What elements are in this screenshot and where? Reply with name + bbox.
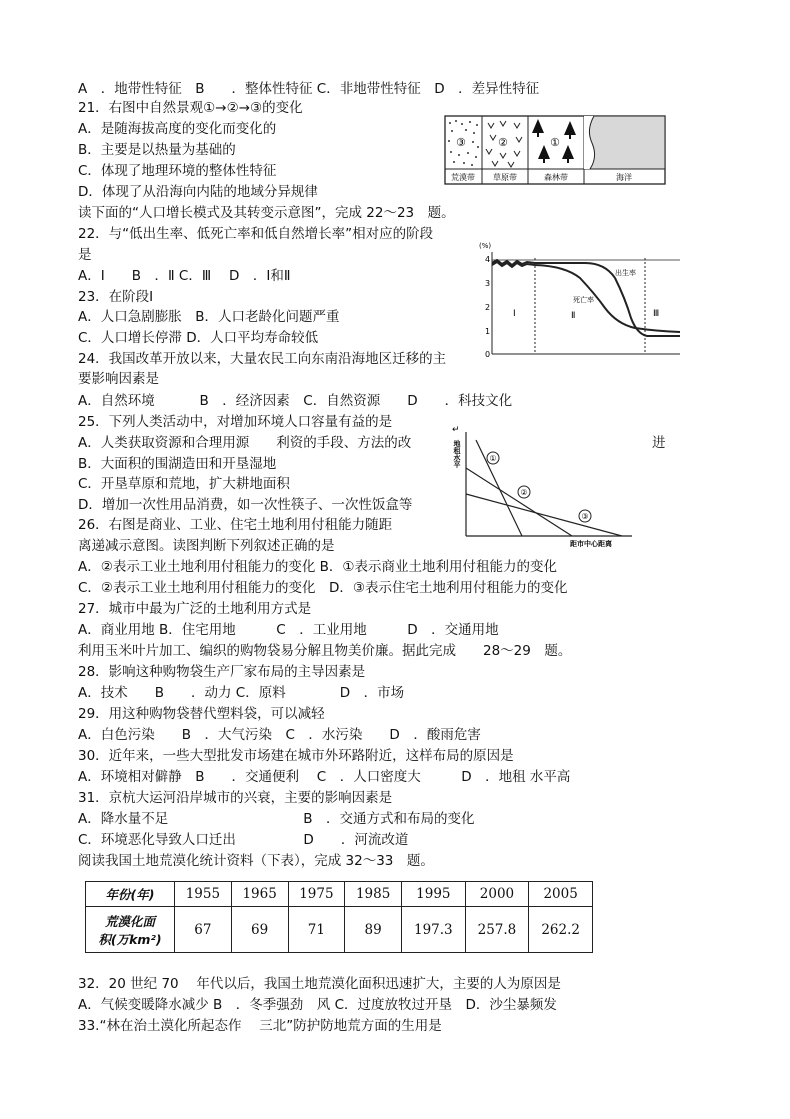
label-grassland: 草原带 [493, 173, 517, 182]
q28-options: A．技术 B ．动力 C．原料 D ．市场 [78, 685, 405, 701]
q26-options-ab: A．②表示工业土地利用付租能力的变化 B．①表示商业土地利用付租能力的变化 [78, 559, 557, 575]
area-cell: 71 [288, 907, 345, 953]
q21-option-b: B．主要是以热量为基础的 [78, 142, 236, 158]
death-rate-label: 死亡率 [573, 296, 594, 304]
year-cell: 1975 [288, 882, 345, 907]
y-axis-label: 地租水平 [453, 440, 461, 468]
y-tick: 1 [485, 327, 491, 336]
q26-options-cd: C．②表示工业土地利用付租能力的变化 D．③表示住宅土地利用付租能力的变化 [78, 580, 568, 596]
area-cell: 197.3 [402, 907, 466, 953]
birth-rate-label: 出生率 [615, 269, 636, 277]
landscape-zones-figure [444, 115, 666, 185]
q32-stem: 32．20 世纪 70 年代以后，我国土地荒漠化面积迅速扩大，主要的人为原因是 [78, 976, 561, 992]
q33-stem: 33.“林在治土漠化所起态作 三北”防护防地荒方面的生用是 [78, 1018, 442, 1034]
year-cell: 2000 [465, 882, 529, 907]
table-header-cell: 年份(年) [86, 882, 175, 907]
q25-stem: 25．下列人类活动中，对增加环境人口容量有益的是 [78, 414, 393, 430]
year-cell: 1965 [231, 882, 288, 907]
curve-label-1: ① [489, 454, 497, 463]
row-label-line-2: 积(万km²) [98, 931, 162, 947]
year-cell: 2005 [529, 882, 593, 907]
y-tick: 2 [485, 303, 491, 312]
landscape-marker-2: ② [498, 136, 508, 149]
label-forest: 森林带 [544, 173, 568, 182]
q24-stem-cont: 要影响因素是 [78, 371, 159, 387]
q23-options-ab: A．人口急剧膨胀 B．人口老龄化问题严重 [78, 309, 340, 325]
q31-options-ab: A．降水量不足 B ．交通方式和布局的变化 [78, 811, 475, 827]
row-label-line-1: 荒漠化面 [104, 913, 155, 929]
curve-label-3: ③ [581, 512, 589, 521]
stage-2: Ⅱ [571, 311, 576, 321]
q29-stem: 29．用这种购物袋替代塑料袋，可以减轻 [78, 706, 325, 722]
q20-options: A ．地带性特征 B ．整体性特征 C．非地带性特征 D ．差异性特征 [78, 81, 540, 97]
q25-option-a: A．人类获取资源和合理用源 利资的手段、方法的改 [78, 435, 412, 451]
area-cell: 89 [345, 907, 402, 953]
stage-1: Ⅰ [513, 309, 516, 319]
label-desert: 荒漠带 [451, 173, 475, 182]
q23-stem: 23．在阶段Ⅰ [78, 289, 154, 305]
year-cell: 1995 [402, 882, 466, 907]
curve-label-2: ② [520, 488, 528, 497]
rent-gradient-chart [452, 424, 642, 550]
q29-options: A．白色污染 B ．大气污染 C ．水污染 D ．酸雨危害 [78, 727, 481, 743]
q26-stem: 26．右图是商业、工业、住宅土地利用付租能力随距 [78, 517, 393, 533]
q28-29-intro: 利用玉米叶片加工、编织的购物袋易分解且物美价廉。据此完成 28～29 题。 [78, 643, 572, 659]
area-cell: 69 [231, 907, 288, 953]
q21-option-a: A．是随海拔高度的变化而变化的 [78, 121, 277, 137]
table-row [86, 882, 593, 907]
q31-stem: 31．京杭大运河沿岸城市的兴衰，主要的影响因素是 [78, 790, 393, 806]
q30-options: A．环境相对僻静 B ．交通便利 C ．人口密度大 D ．地租 水平高 [78, 769, 571, 785]
q25-option-a-end: 进 [652, 435, 666, 451]
q27-options: A．商业用地 B．住宅用地 C ．工业用地 D ．交通用地 [78, 622, 499, 638]
population-transition-chart [475, 238, 690, 363]
q21-option-d: D．体现了从沿海向内陆的地域分异规律 [78, 184, 318, 200]
q23-options-cd: C．人口增长停滞 D．人口平均寿命较低 [78, 330, 319, 346]
q32-33-intro: 阅读我国土地荒漠化统计资料（下表），完成 32～33 题。 [78, 853, 434, 869]
q25-option-c: C．开垦草原和荒地，扩大耕地面积 [78, 476, 290, 492]
return-mark: ↵ [452, 425, 460, 435]
q22-stem-cont: 是 [78, 247, 92, 263]
q30-stem: 30．近年来，一些大型批发市场建在城市外环路附近，这样布局的原因是 [78, 748, 514, 764]
year-cell: 1985 [345, 882, 402, 907]
q24-options: A．自然环境 B ．经济因素 C．自然资源 D ．科技文化 [78, 393, 513, 409]
q24-stem: 24．我国改革开放以来，大量农民工向东南沿海地区迁移的主 [78, 351, 447, 367]
year-cell: 1955 [175, 882, 232, 907]
y-tick: 4 [485, 255, 491, 264]
q31-options-cd: C．环境恶化导致人口迁出 D ．河流改道 [78, 832, 409, 848]
q21-option-c: C．体现了地理环境的整体性特征 [78, 163, 277, 179]
stage-3: Ⅲ [653, 309, 660, 319]
area-cell: 262.2 [529, 907, 593, 953]
q28-stem: 28．影响这种购物袋生产厂家布局的主导因素是 [78, 664, 366, 680]
q25-option-d: D．增加一次性用品消费，如一次性筷子、一次性饭盒等 [78, 497, 413, 513]
table-row-label [86, 907, 175, 953]
y-tick: 0 [485, 350, 491, 359]
label-ocean: 海洋 [616, 173, 632, 182]
area-cell: 67 [175, 907, 232, 953]
q32-options: A．气候变暖降水减少 B ．冬季强劲 风 C．过度放牧过开垦 D．沙尘暴频发 [78, 997, 557, 1013]
chart-unit: (%) [479, 242, 492, 250]
q21-stem: 21．右图中自然景观①→②→③的变化 [78, 100, 303, 116]
q22-23-intro: 读下面的“人口增长模式及其转变示意图”，完成 22～23 题。 [78, 205, 455, 221]
q22-options: A．Ⅰ B ．Ⅱ C．Ⅲ D ．Ⅰ和Ⅱ [78, 268, 291, 284]
desertification-table [85, 881, 593, 953]
y-tick: 3 [485, 279, 491, 288]
q27-stem: 27．城市中最为广泛的土地利用方式是 [78, 601, 312, 617]
landscape-marker-3: ③ [456, 136, 466, 149]
landscape-marker-1: ① [550, 136, 560, 149]
q25-option-b: B．大面积的围湖造田和开垦湿地 [78, 456, 277, 472]
q22-stem: 22．与“低出生率、低死亡率和低自然增长率”相对应的阶段 [78, 226, 434, 242]
area-cell: 257.8 [465, 907, 529, 953]
table-row [86, 907, 593, 953]
q26-stem-cont: 离递减示意图。读图判断下列叙述正确的是 [78, 538, 335, 554]
x-axis-label: 距市中心距离 [570, 540, 612, 548]
